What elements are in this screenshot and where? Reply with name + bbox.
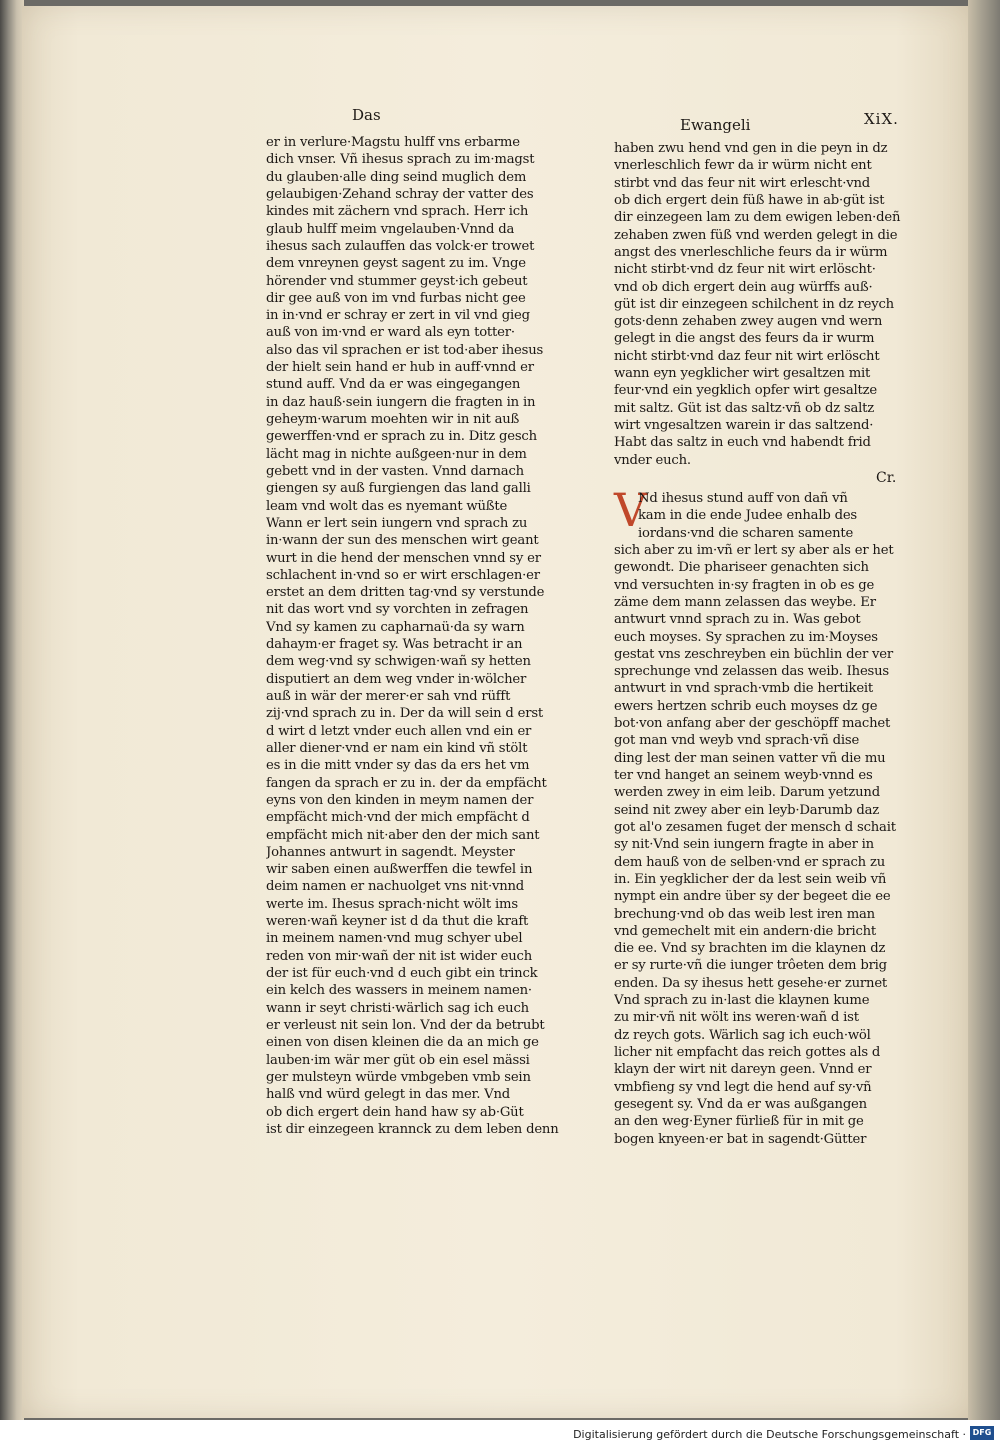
text-line: in·wann der sun des menschen wirt geant [266,533,539,549]
text-line: got man vnd weyb vnd sprach·vñ dise [614,733,860,749]
text-line: disputiert an dem weg vnder in·wölcher [266,671,527,687]
text-line: wirt vngesaltzen warein ir das saltzend· [614,418,874,433]
text-line: Nd ihesus stund auff von dañ vñ [638,491,848,506]
left-text-column [266,134,566,1138]
text-line: also das vil sprachen er ist tod·aber ihesus [266,342,544,358]
text-line: d wirt d letzt vnder euch allen vnd ein er [266,723,532,739]
text-line: enden. Da sy ihesus hett gesehe·er zurnet [614,975,888,991]
text-line: gestat vns zeschreyben ein büchlin der ver [614,646,894,662]
text-line: bogen knyeen·er bat in sagendt·Gütter [614,1131,867,1147]
text-line: dem hauß von de selben·vnd er sprach zu [614,854,885,870]
text-line: gots·denn zehaben zwey augen vnd wern [614,314,883,330]
text-line: bot·von anfang aber der geschöpff machet [614,716,891,732]
text-line: ter vnd hanget an seinem weyb·vnnd es [614,768,873,783]
running-head-left: Das [352,106,381,124]
text-line: euch moyses. Sy sprachen zu im·Moyses [614,629,878,645]
dfg-logo: DFG [970,1426,994,1440]
text-line: seind nit zwey aber ein leyb·Darumb daz [614,802,880,818]
text-line: dz reych gots. Wärlich sag ich euch·wöl [614,1027,871,1043]
text-line: halß vnd würd gelegt in das mer. Vnd [266,1087,511,1103]
text-line: du glauben·alle ding seind muglich dem [266,169,527,185]
text-line: lächt mag in nichte außgeen·nur in dem [266,446,527,462]
text-line: stirbt vnd das feur nit wirt erlescht·vnd [614,175,870,191]
text-line: licher nit empfacht das reich gottes als d [614,1045,881,1060]
text-line: brechung·vnd ob das weib lest iren man [614,906,875,922]
text-line: sich aber zu im·vñ er lert sy aber als er het [614,542,894,558]
text-line: giengen sy auß furgiengen das land galli [266,481,531,497]
text-line: reden von mir·wañ der nit ist wider euch [266,948,533,964]
text-line: dir einzegeen lam zu dem ewigen leben·deñ [614,210,901,226]
text-line: zäme dem mann zelassen das weybe. Er [614,594,876,610]
text-line: güt ist dir einzegeen schilchent in dz reych [614,296,894,312]
text-line: ger mulsteyn würde vmbgeben vmb sein [266,1069,531,1085]
text-line: got al'o zesamen fuget der mensch d schait [614,819,896,835]
text-line: auß in wär der merer·er sah vnd rüfft [266,689,511,704]
text-line: die ee. Vnd sy brachten im die klaynen dz [614,941,886,957]
right-text-column-bottom [614,483,910,1148]
text-line: vnd gemechelt mit ein andern·die bricht [614,923,877,939]
text-line: erstet an dem dritten tag·vnd sy verstunde [266,585,545,601]
text-line: nit das wort vnd sy vorchten in zefragen [266,602,529,618]
book-fore-edge-left [0,0,24,1420]
text-line: wann eyn yegklicher wirt gesaltzen mit [614,366,871,382]
text-line: vnd versuchten in·sy fragten in ob es ge [614,577,875,593]
text-line: Wann er lert sein iungern vnd sprach zu [266,515,528,531]
text-line: gewondt. Die phariseer genachten sich [614,560,869,576]
text-line: es in die mitt vnder sy das da ers het vm [266,758,530,774]
text-line: in in·vnd er schray er zert in vil vnd gieg [266,308,530,324]
text-line: Vnd sy kamen zu capharnaü·da sy warn [266,619,525,635]
text-line: empfächt mich·vnd der mich empfächt d [266,810,530,826]
text-line: dir gee auß von im vnd furbas nicht gee [266,290,526,306]
text-line: zu mir·vñ nit wölt ins weren·wañ d ist [614,1010,859,1026]
running-head-middle: Ewangeli [680,116,751,134]
folio-number: XiX. [864,110,899,128]
text-line: nympt ein andre über sy der begeet die ee [614,889,891,905]
text-line: ist dir einzegeen krannck zu dem leben denn [266,1121,559,1137]
text-line: nicht stirbt·vnd daz feur nit wirt erlöscht [614,348,880,364]
text-line: gelaubigen·Zehand schray der vatter des [266,186,534,202]
text-line: vnder euch. [614,452,691,468]
text-line: mit saltz. Güt ist das saltz·vñ ob dz saltz [614,400,875,416]
text-line: ein kelch des wassers in meinem namen· [266,983,532,999]
text-line: an den weg·Eyner fürließ für in mit ge [614,1114,864,1130]
text-line: aller diener·vnd er nam ein kind vñ stölt [266,740,528,756]
text-line: in meinem namen·vnd mug schyer ubel [266,931,523,947]
text-line: fangen da sprach er zu in. der da empfächt [266,775,547,791]
text-line: nicht stirbt·vnd dz feur nit wirt erlöscht· [614,262,876,278]
text-line: antwurt vnnd sprach zu in. Was gebot [614,612,861,628]
text-line: vmbfieng sy vnd legt die hend auf sy·vñ [614,1079,872,1095]
text-line: vnd ob dich ergert dein aug würffs auß· [614,279,873,295]
text-line: zehaben zwen füß vnd werden gelegt in die [614,227,898,243]
text-line: lauben·im wär mer güt ob ein esel mässi [266,1052,530,1068]
text-line: weren·wañ keyner ist d da thut die kraft [266,914,529,930]
text-line: wann ir seyt christi·wärlich sag ich euch [266,1000,529,1016]
text-line: eyns von den kinden in meym namen der [266,792,534,808]
text-line: gebett vnd in der vasten. Vnnd darnach [266,463,524,479]
footer-credit: Digitalisierung gefördert durch die Deutsche Forschungsgemeinschaft · [573,1428,966,1441]
rubricated-initial: V [614,483,648,537]
text-line: iordans·vnd die scharen samente [638,525,854,541]
text-line: wurt in die hend der menschen vnnd sy er [266,550,541,566]
text-line: Johannes antwurt in sagendt. Meyster [266,844,515,860]
text-line: ding lest der man seinen vatter vñ die mu [614,750,886,766]
text-line: Habt das saltz in euch vnd habendt frid [614,435,871,451]
book-fore-edge-right [968,0,1000,1420]
text-line: angst des vnerleschliche feurs da ir würm [614,244,888,260]
text-line: sy nit·Vnd sein iungern fragte in aber in [614,837,874,853]
text-line: antwurt in vnd sprach·vmb die hertikeit [614,681,874,697]
text-line: empfächt mich nit·aber den der mich sant [266,827,540,843]
text-line: sprechunge vnd zelassen das weib. Ihesus [614,664,889,680]
text-line: klayn der wirt nit dareyn geen. Vnnd er [614,1062,872,1078]
text-line: er sy rurte·vñ die iunger trôeten dem brig [614,958,887,974]
text-line: werden zwey in eim leib. Darum yetzund [614,785,880,801]
text-line: dahaym·er fraget sy. Was betracht ir an [266,637,523,653]
text-line: er verleust nit sein lon. Vnd der da betrubt [266,1017,545,1033]
text-line: hörender vnd stummer geyst·ich gebeut [266,273,528,289]
text-line: Vnd sprach zu in·last die klaynen kume [614,993,870,1009]
text-line: zij·vnd sprach zu in. Der da will sein d erst [266,706,543,722]
text-line: schlachent in·vnd so er wirt erschlagen·er [266,567,540,583]
text-line: dem vnreynen geyst sagent zu im. Vnge [266,256,526,272]
text-line: haben zwu hend vnd gen in die peyn in dz [614,141,888,156]
chapter-marker: Cr. [876,470,897,486]
text-line: ewers hertzen schrib euch moyses dz ge [614,698,878,714]
text-line: kindes mit zächern vnd sprach. Herr ich [266,204,529,220]
text-line: ob dich ergert dein hand haw sy ab·Güt [266,1104,524,1120]
text-line: gewerffen·vnd er sprach zu in. Ditz gesch [266,429,537,445]
text-line: vnerleschlich fewr da ir würm nicht ent [614,158,872,174]
text-line: gesegent sy. Vnd da er was außgangen [614,1096,867,1112]
text-line: dem weg·vnd sy schwigen·wañ sy hetten [266,654,531,670]
text-line: glaub hulff meim vngelauben·Vnnd da [266,221,515,237]
text-line: auß von im·vnd er ward als eyn totter· [266,325,515,341]
text-line: gelegt in die angst des feurs da ir wurm [614,331,875,347]
text-line: einen von disen kleinen die da an mich ge [266,1035,539,1051]
text-line: werte im. Ihesus sprach·nicht wölt ims [266,896,518,912]
text-line: leam vnd wolt das es nyemant wüßte [266,498,508,514]
right-text-column-top [614,140,910,469]
text-line: der hielt sein hand er hub in auff·vnnd er [266,360,534,376]
text-line: kam in die ende Judee enhalb des [638,508,857,524]
text-line: dich vnser. Vñ ihesus sprach zu im·magst [266,152,535,168]
text-line: in. Ein yegklicher der da lest sein weib vñ [614,871,887,887]
text-line: in daz hauß·sein iungern die fragten in in [266,394,536,410]
text-line: ob dich ergert dein füß hawe in ab·güt ist [614,192,885,208]
text-line: der ist für euch·vnd d euch gibt ein trinck [266,966,538,981]
text-line: geheym·warum moehten wir in nit auß [266,412,520,427]
text-line: stund auff. Vnd da er was eingegangen [266,377,521,393]
text-line: feur·vnd ein yegklich opfer wirt gesaltze [614,383,877,399]
text-line: wir saben einen außwerffen die tewfel in [266,862,533,878]
text-line: ihesus sach zulauffen das volck·er trowet [266,238,535,254]
text-line: deim namen er nachuolget vns nit·vnnd [266,879,525,895]
text-line: er in verlure·Magstu hulff vns erbarme [266,135,520,150]
